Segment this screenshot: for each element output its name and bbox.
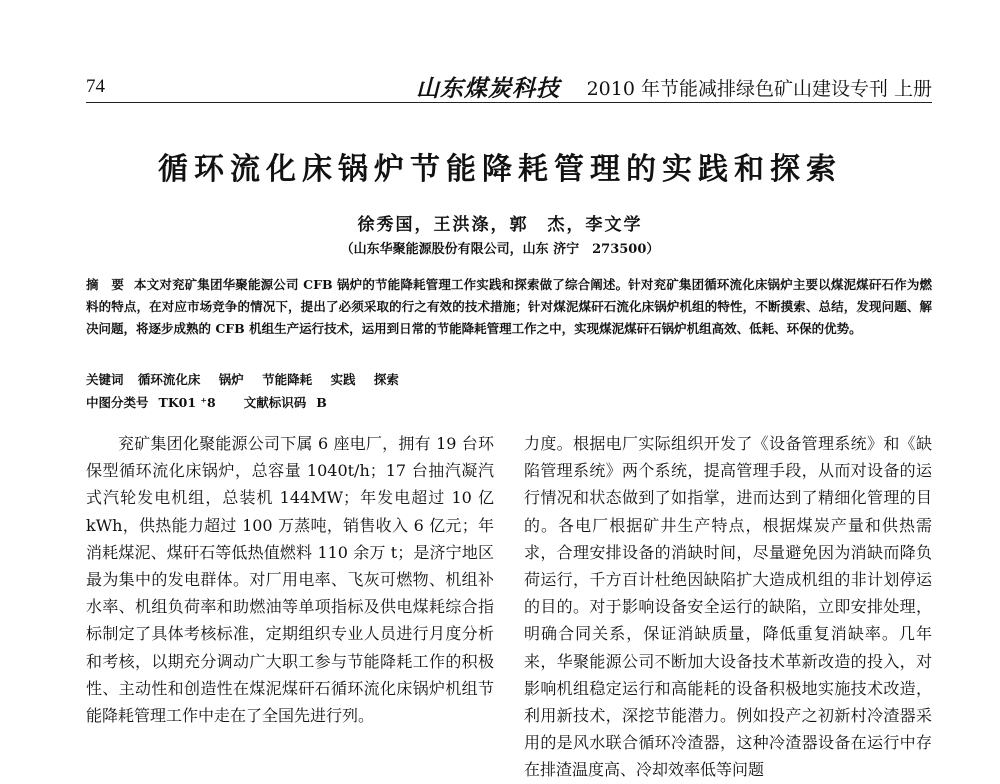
article-title: 循环流化床锅炉节能降耗管理的实践和探索 [158,152,842,187]
body-paragraph: 兖矿集团化聚能源公司下属 6 座电厂，拥有 19 台环保型循环流化床锅炉，总容量 1040t/h；17 台抽汽凝汽式汽轮发电机组，总装机 144MW；年发电超过 10 亿 kWh，供热能力超过 100 万蒸吨，销售收入 6 亿元；年消耗煤泥、煤矸石等低热值燃料 110 余万 t；是济宁地区最为集中的发电群体。对厂用电率、飞灰可燃物、机组补水率、机组负荷率和助燃油等单项指标及供电煤耗综合指标制定了具体考核标准，定期组织专业人员进行月度分析和考核，以期充分调动广大职工参与节能降耗工作的积极性、主动性和创造性在煤泥煤矸石循环流化床锅炉机组节能降耗管理工作中走在了全国先进行列。 [86,434,494,726]
article-affiliation: （山东华聚能源股份有限公司，山东 济宁 273500） [340,242,660,257]
body-left-column [86,430,494,729]
classification-line [86,393,932,411]
doc-code-label: 文献标识码 [243,395,307,410]
keywords [86,370,932,388]
body-right-column [524,430,932,780]
article-authors: 徐秀国，王洪涤，郭 杰，李文学 [357,215,643,235]
keyword: 循环流化床 [137,372,201,387]
journal-logo: 山东煤炭科技 [416,75,560,102]
abstract-text: 本文对兖矿集团华聚能源公司 CFB 锅炉的节能降耗管理工作实践和探索做了综合阐述。针对兖矿集团循环流化床锅炉主要以煤泥煤矸石作为燃料的特点，在对应市场竞争的情况下，提出了必须采取的行之有效的技术措施；针对煤泥煤矸石流化床锅炉机组的特性，不断摸索、总结，发现问题、解决问题，将逐步成熟的 CFB 机组生产运行技术，运用到日常的节能降耗管理工作之中，实现煤泥煤矸石锅炉机组高效、低耗、环保的优势。 [86,277,932,336]
classification-label: 中图分类号 [86,395,149,410]
doc-code-value: B [316,395,327,410]
body-paragraph: 力度。根据电厂实际组织开发了《设备管理系统》和《缺陷管理系统》两个系统，提高管理手段，从而对设备的运行情况和状态做到了如指掌，进而达到了精细化管理的目的。各电厂根据矿井生产特点，根据煤炭产量和供热需求，合理安排设备的消缺时间，尽量避免因为消缺而降负荷运行，千方百计杜绝因缺陷扩大造成机组的非计划停运的目的。对于影响设备安全运行的缺陷，立即安排处理，明确合同关系，保证消缺质量，降低重复消缺率。几年来，华聚能源公司不断加大设备技术革新改造的投入，对影响机组稳定运行和高能耗的设备积极地实施技术改造，利用新技术，深挖节能潜力。例如投产之初新村冷渣器采用的是风水联合循环冷渣器，这种冷渣器设备在运行中存在排渣温度高、冷却效率低等问题 [524,434,932,780]
classification-value: TK01 ⁺8 [158,395,216,410]
keywords-label: 关键词 [86,372,124,387]
keyword: 探索 [373,372,399,387]
header-rule [86,102,932,103]
keyword: 节能降耗 [262,372,313,387]
keyword: 实践 [330,372,356,387]
issue-title: 2010 年节能减排绿色矿山建设专刊 上册 [586,78,932,100]
abstract [86,274,932,340]
keyword: 锅炉 [218,372,244,387]
page-header [86,72,932,108]
abstract-label: 摘 要 [86,277,124,292]
page-number: 74 [86,76,105,97]
